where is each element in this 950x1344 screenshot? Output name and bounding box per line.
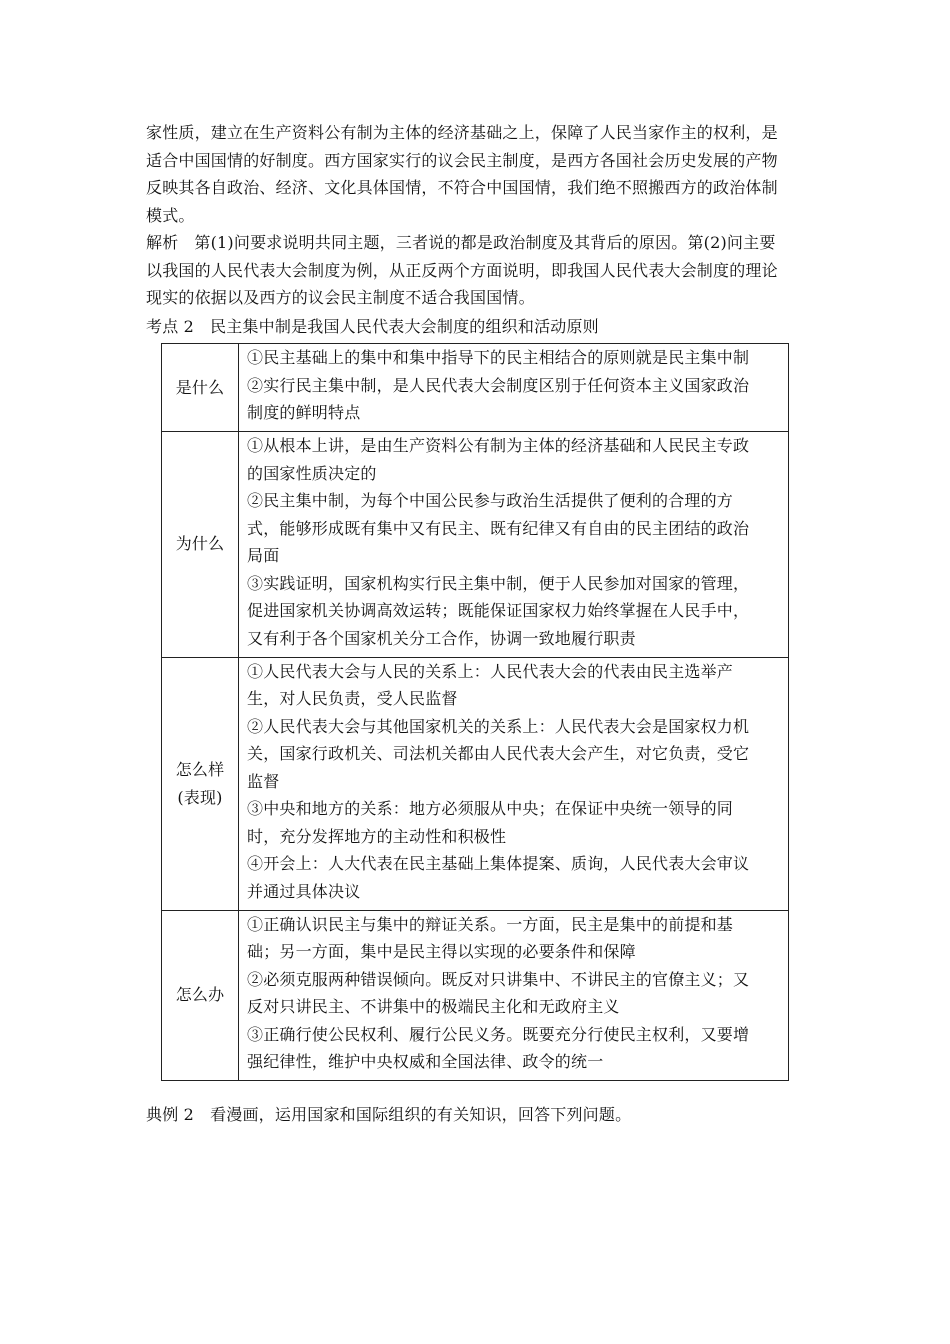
table-row xyxy=(162,910,789,1080)
content-line: ②人民代表大会与其他国家机关的关系上：人民代表大会是国家权力机 xyxy=(247,716,750,736)
table-row xyxy=(162,344,789,432)
row-content-cell xyxy=(239,657,789,910)
row-content-cell xyxy=(239,910,789,1080)
analysis-line: 第(1)问要求说明共同主题，三者说的都是政治制度及其背后的原因。第(2)问主要 xyxy=(194,233,776,252)
intro-line: 家性质，建立在生产资料公有制为主体的经济基础之上，保障了人民当家作主的权利，是 xyxy=(146,123,778,142)
content-line: 反对只讲民主、不讲集中的极端民主化和无政府主义 xyxy=(247,997,620,1016)
intro-line: 适合中国国情的好制度。西方国家实行的议会民主制度，是西方各国社会历史发展的产物 xyxy=(146,150,778,170)
intro-paragraph xyxy=(146,119,810,229)
content-line: ③正确行使公民权利、履行公民义务。既要充分行使民主权利，又要增 xyxy=(247,1024,750,1044)
content-line: ①人民代表大会与人民的关系上：人民代表大会的代表由民主选举产 xyxy=(247,661,734,681)
content-line: ④开会上：人大代表在民主基础上集体提案、质询，人民代表大会审议 xyxy=(247,854,750,874)
row-header: 是什么 xyxy=(175,377,225,397)
analysis-line: 现实的依据以及西方的议会民主制度不适合我国国情。 xyxy=(146,288,535,307)
content-line: 监督 xyxy=(247,771,280,791)
content-line: 制度的鲜明特点 xyxy=(247,403,361,422)
content-line: 生，对人民负责，受人民监督 xyxy=(247,689,458,709)
content-line: 础；另一方面，集中是民主得以实现的必要条件和保障 xyxy=(247,942,636,961)
row-header-cell xyxy=(162,431,239,657)
table-row xyxy=(162,657,789,910)
row-header: 为什么 xyxy=(175,534,225,554)
content-line: 强纪律性，维护中央权威和全国法律、政令的统一 xyxy=(247,1052,604,1071)
section-label: 考点 2 xyxy=(146,317,195,336)
row-content-cell xyxy=(239,431,789,657)
intro-line: 反映其各自政治、经济、文化具体国情，不符合中国国情，我们绝不照搬西方的政治体制 xyxy=(146,178,778,197)
example-label: 典例 2 xyxy=(146,1105,195,1124)
section-heading xyxy=(146,313,810,341)
content-line: ②实行民主集中制，是人民代表大会制度区别于任何资本主义国家政治 xyxy=(247,375,750,395)
analysis-line: 以我国的人民代表大会制度为例，从正反两个方面说明，即我国人民代表大会制度的理论 xyxy=(146,260,778,280)
row-header-sub: (表现) xyxy=(177,787,223,807)
intro-line: 模式。 xyxy=(146,205,195,225)
content-line: ③中央和地方的关系：地方必须服从中央；在保证中央统一领导的同 xyxy=(247,799,734,819)
content-line: 式，能够形成既有集中又有民主、既有纪律又有自由的民主团结的政治 xyxy=(247,518,750,538)
content-line: ①民主基础上的集中和集中指导下的民主相结合的原则就是民主集中制 xyxy=(247,348,750,367)
row-header: 怎么办 xyxy=(175,985,225,1005)
row-content-cell xyxy=(239,344,789,432)
section-title: 民主集中制是我国人民代表大会制度的组织和活动原则 xyxy=(210,317,599,336)
example-heading xyxy=(146,1101,810,1129)
row-header-cell xyxy=(162,910,239,1080)
content-line: 促进国家机关协调高效运转；既能保证国家权力始终掌握在人民手中， xyxy=(247,601,750,620)
table-row xyxy=(162,431,789,657)
content-line: 并通过具体决议 xyxy=(247,881,361,901)
content-line: 时，充分发挥地方的主动性和积极性 xyxy=(247,826,507,846)
example-text: 看漫画，运用国家和国际组织的有关知识，回答下列问题。 xyxy=(210,1105,632,1124)
row-header: 怎么样 xyxy=(175,760,225,779)
knowledge-table xyxy=(161,343,789,1081)
row-header-cell xyxy=(162,657,239,910)
analysis-label: 解析 xyxy=(146,233,179,252)
content-line: 关，国家行政机关、司法机关都由人民代表大会产生，对它负责，受它 xyxy=(247,744,750,764)
content-line: 局面 xyxy=(247,546,280,565)
content-line: 的国家性质决定的 xyxy=(247,463,377,483)
row-header-cell xyxy=(162,344,239,432)
content-line: ②民主集中制，为每个中国公民参与政治生活提供了便利的合理的方 xyxy=(247,491,734,510)
content-line: ①从根本上讲，是由生产资料公有制为主体的经济基础和人民民主专政 xyxy=(247,436,750,455)
analysis-paragraph xyxy=(146,229,810,312)
content-line: ①正确认识民主与集中的辩证关系。一方面，民主是集中的前提和基 xyxy=(247,914,734,934)
content-line: ②必须克服两种错误倾向。既反对只讲集中、不讲民主的官僚主义；又 xyxy=(247,969,750,989)
content-line: 又有利于各个国家机关分工合作，协调一致地履行职责 xyxy=(247,628,636,648)
content-line: ③实践证明，国家机构实行民主集中制，便于人民参加对国家的管理， xyxy=(247,573,750,593)
analysis-first-line xyxy=(146,229,810,257)
